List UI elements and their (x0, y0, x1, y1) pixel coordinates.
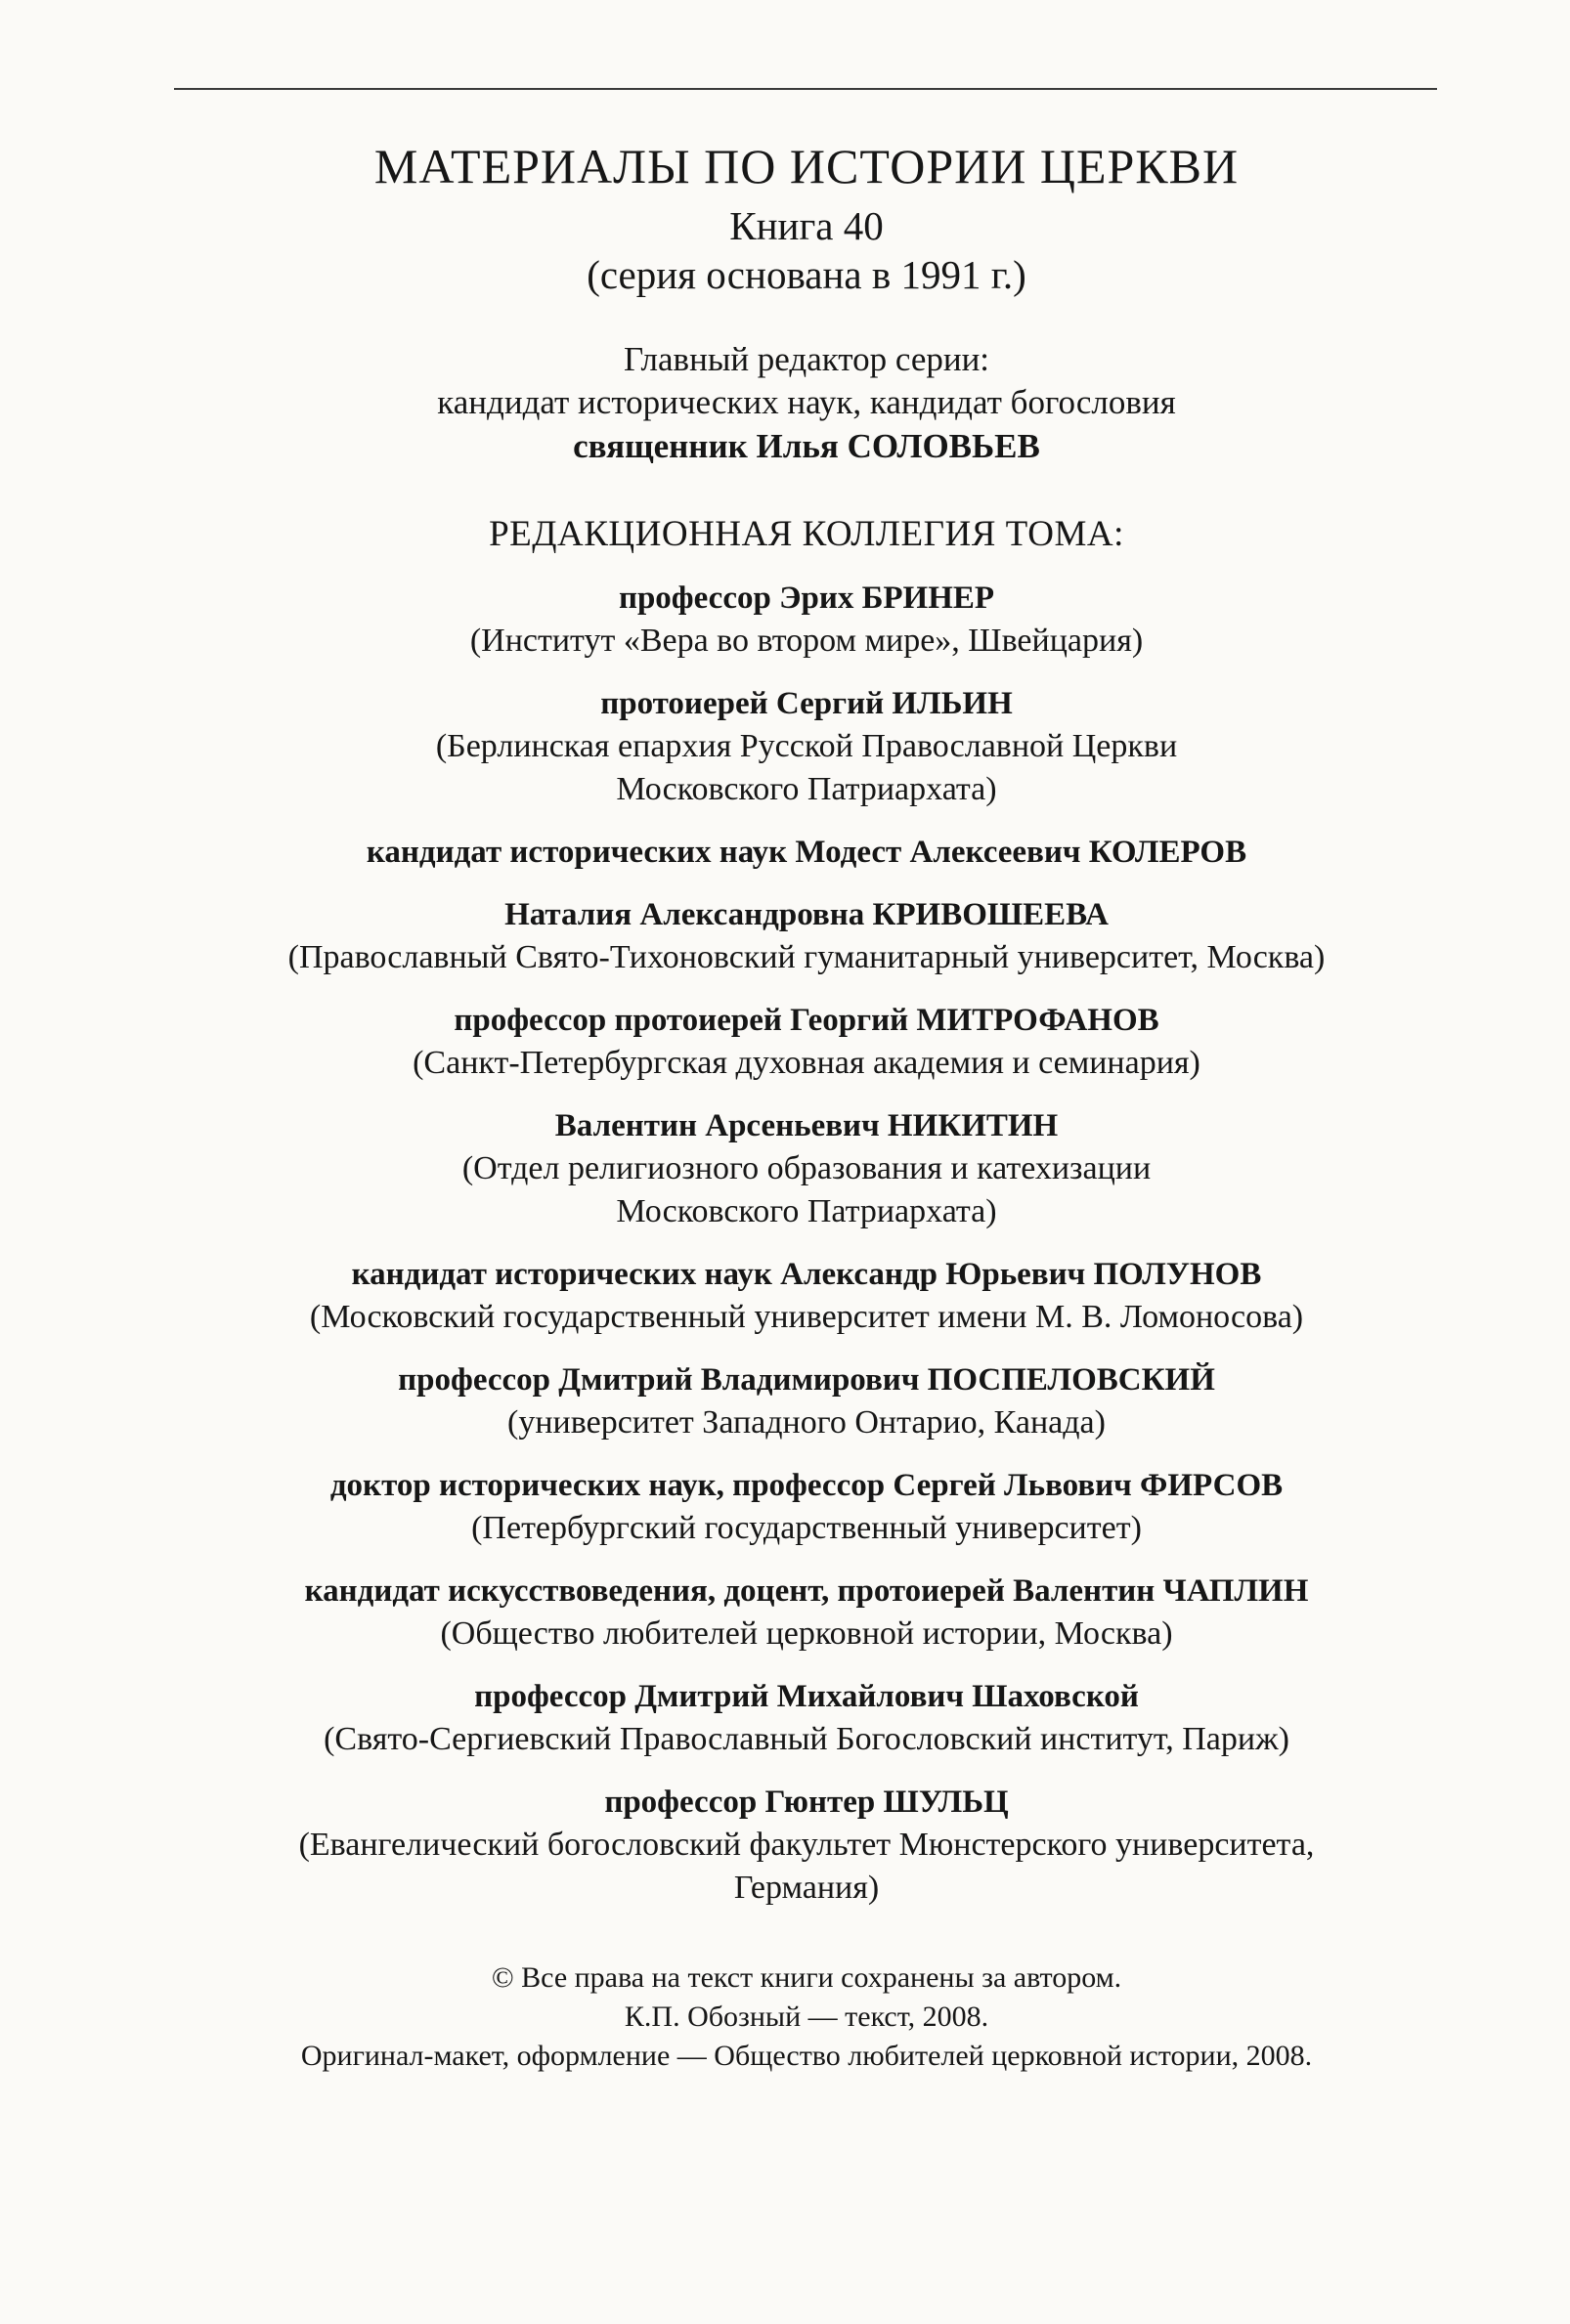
board-member-affiliation: (Берлинская епархия Русской Православной Церкви (435, 728, 1178, 764)
board-member (59, 682, 1554, 811)
board-member-affiliation: (Общество любителей церковной истории, Москва) (440, 1615, 1173, 1652)
page-content (59, 137, 1554, 2076)
board-member-name: кандидат исторических наук Модест Алексеевич КОЛЕРОВ (366, 835, 1247, 870)
board-member-affiliation: Московского Патриархата) (616, 1193, 997, 1229)
board-member-name: профессор Дмитрий Михайлович Шаховской (474, 1679, 1139, 1714)
layout-credit: Оригинал-макет, оформление — Общество любителей церковной истории, 2008. (300, 2040, 1313, 2072)
board-member-affiliation: (Свято-Сергиевский Православный Богословский институт, Париж) (324, 1721, 1289, 1757)
chief-editor-block (59, 338, 1554, 469)
board-member (59, 1570, 1554, 1656)
board-member-name: кандидат исторических наук Александр Юрьевич ПОЛУНОВ (351, 1257, 1262, 1292)
board-member-name: Наталия Александровна КРИВОШЕЕВА (504, 897, 1109, 932)
board-member-name: протоиерей Сергий ИЛЬИН (600, 686, 1013, 721)
board-member (59, 831, 1554, 874)
board-member (59, 999, 1554, 1085)
board-member-name: профессор Эрих БРИНЕР (618, 581, 995, 616)
board-member-affiliation: (Петербургский государственный университет) (471, 1510, 1142, 1546)
copyright-notice: © Все права на текст книги сохранены за автором. (491, 1961, 1122, 1994)
top-rule (174, 88, 1437, 90)
board-member-affiliation: (Отдел религиозного образования и катехизации (461, 1150, 1152, 1186)
board-member-name: профессор Дмитрий Владимирович ПОСПЕЛОВСКИЙ (398, 1362, 1215, 1398)
board-member-name: Валентин Арсеньевич НИКИТИН (554, 1108, 1059, 1143)
chief-editor-heading: Главный редактор серии: (623, 340, 990, 378)
board-member-affiliation: (Институт «Вера во втором мире», Швейцария) (469, 623, 1144, 659)
chief-editor-degree: кандидат исторических наук, кандидат богословия (437, 383, 1176, 421)
board-member-name: кандидат искусствоведения, доцент, протоиерей Валентин ЧАПЛИН (304, 1573, 1309, 1609)
board-member (59, 893, 1554, 979)
series-founded: (серия основана в 1991 г.) (587, 252, 1026, 297)
board-member-affiliation: Московского Патриархата) (616, 771, 997, 807)
board-member-affiliation: (Санкт-Петербургская духовная академия и семинария) (413, 1045, 1200, 1081)
editorial-board-heading: РЕДАКЦИОННАЯ КОЛЛЕГИЯ ТОМА: (489, 514, 1124, 554)
board-member-name: профессор протоиерей Георгий МИТРОФАНОВ (454, 1003, 1159, 1038)
board-member-affiliation: (Православный Свято-Тихоновский гуманитарный университет, Москва) (287, 939, 1326, 975)
board-member-affiliation: (Евангелический богословский факультет Мюнстерского университета, (298, 1827, 1315, 1863)
board-member (59, 1781, 1554, 1910)
text-author-credit: К.П. Обозный — текст, 2008. (624, 2001, 989, 2033)
series-header (59, 137, 1554, 299)
chief-editor-name: священник Илья СОЛОВЬЕВ (573, 427, 1040, 465)
board-member-affiliation: Германия) (733, 1870, 880, 1906)
board-member (59, 1253, 1554, 1339)
board-member-name: доктор исторических наук, профессор Сергей Львович ФИРСОВ (329, 1468, 1284, 1503)
board-member-affiliation: (университет Западного Онтарио, Канада) (507, 1404, 1106, 1441)
board-member-name: профессор Гюнтер ШУЛЬЦ (604, 1785, 1009, 1820)
editorial-board-list (59, 577, 1554, 1910)
board-member (59, 1675, 1554, 1761)
book-number: Книга 40 (729, 203, 884, 248)
board-member (59, 1358, 1554, 1444)
board-member (59, 577, 1554, 663)
board-member (59, 1464, 1554, 1550)
copyright-block (59, 1958, 1554, 2076)
board-member-affiliation: (Московский государственный университет имени М. В. Ломоносова) (309, 1299, 1304, 1335)
board-member (59, 1104, 1554, 1233)
series-title: МАТЕРИАЛЫ ПО ИСТОРИИ ЦЕРКВИ (373, 139, 1240, 194)
